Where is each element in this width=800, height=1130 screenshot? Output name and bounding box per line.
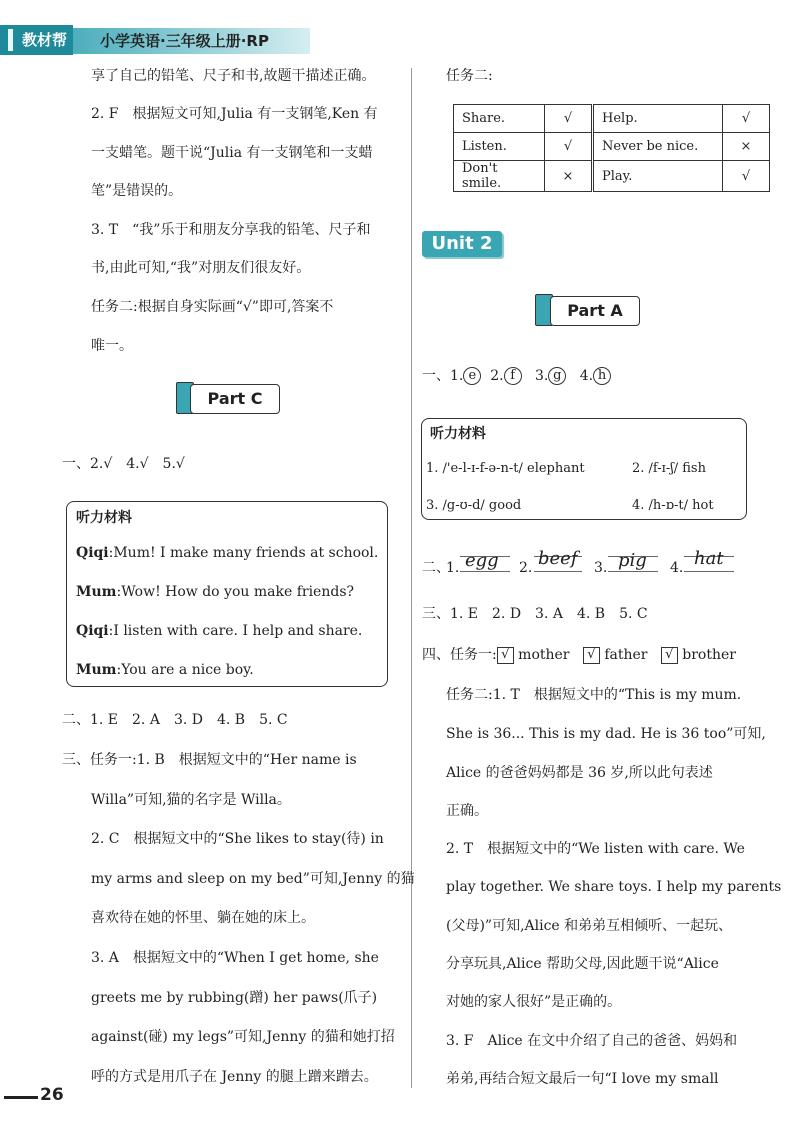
table-cell: Help. [593,105,723,133]
dialogue-text: :Wow! How do you make friends? [116,584,355,600]
speaker: Mum [76,584,117,600]
answer-line: 三、任务一:1. B 根据短文中的“Her name is [62,752,357,768]
handwritten-word: pig [618,550,647,571]
dialogue-line [76,660,254,680]
text-line: 3. F Alice 在文中介绍了自己的爸爸、妈妈和 [446,1033,738,1049]
text-line: 3. T “我”乐于和朋友分享我的铅笔、尺子和 [91,222,371,238]
phonics-line: 2. /f-ɪ-ʃ/ fish [632,461,706,476]
text-line: 任务二:1. T 根据短文中的“This is my mum. [446,687,742,703]
text-line: 任务二:根据自身实际画“√”即可,答案不 [91,299,334,315]
q-num: 4. [579,368,594,384]
speaker: Mum [76,662,117,678]
answer-line: 二、1. E 2. A 3. D 4. B 5. C [62,712,288,728]
brand-label: 教材帮 [0,25,73,55]
handwritten-word: hat [694,548,724,569]
q-num: 4. [670,560,684,576]
text-line: Alice 的爸爸妈妈都是 36 岁,所以此句表述 [446,765,713,781]
text-line: 2. T 根据短文中的“We listen with care. We [446,841,745,857]
dialogue-text: :You are a nice boy. [116,662,254,678]
answer-line [422,366,611,386]
text-line: (父母)”可知,Alice 和弟弟互相倾听、一起玩、 [446,918,733,934]
text-line: play together. We share toys. I help my parents [446,879,782,895]
table-cell: Play. [593,161,723,192]
circled-letter: g [548,367,566,385]
checked-box: √ [497,647,514,664]
table-cell: × [545,161,593,192]
part-a-heading: Part A [550,296,640,326]
table-row [454,161,770,192]
text-line: Willa”可知,猫的名字是 Willa。 [91,792,291,808]
circled-letter: e [463,367,481,385]
q-prefix: 一、 [422,368,450,384]
speaker: Qiqi [76,545,109,561]
text-line: 唯一。 [91,338,133,354]
listening-title: 听力材料 [76,510,132,526]
text-line: against(碰) my legs”可知,Jenny 的猫和她打招 [91,1029,395,1045]
text-line: 3. A 根据短文中的“When I get home, she [91,950,379,966]
dialogue-text: :Mum! I make many friends at school. [108,545,379,561]
dialogue-line [76,621,362,641]
part-c-heading: Part C [190,384,280,414]
text-line: 一支蜡笔。题干说“Julia 有一支钢笔和一支蜡 [91,145,373,161]
text-line: 书,由此可知,“我”对朋友们很友好。 [91,260,311,276]
answer-line [422,645,736,665]
table-cell: Share. [454,105,545,133]
text-line: 正确。 [446,803,488,819]
unit-heading: Unit 2 [422,231,502,257]
phonics-line: 1. /'e-l-ɪ-f-ə-n-t/ elephant [426,461,585,476]
page-number: 26 [40,1085,64,1105]
text-line: 2. F 根据短文可知,Julia 有一支钢笔,Ken 有 [91,106,378,122]
dialogue-line [76,543,378,563]
text-line: 2. C 根据短文中的“She likes to stay(待) in [91,831,384,847]
listening-title: 听力材料 [430,426,486,442]
text-line: 呼的方式是用爪子在 Jenny 的腿上蹭来蹭去。 [91,1069,378,1085]
text-line: 分享玩具,Alice 帮助父母,因此题干说“Alice [446,956,719,972]
text-line: my arms and sleep on my bed”可知,Jenny 的猫 [91,871,415,887]
speaker: Qiqi [76,623,109,639]
dialogue-line [76,582,354,602]
phonics-line: 4. /h-ɒ-t/ hot [632,498,714,513]
q-prefix: 四、任务一: [422,647,497,663]
dialogue-text: :I listen with care. I help and share. [108,623,363,639]
table-cell: √ [723,105,770,133]
q-num: 3. [594,560,608,576]
text-line: 喜欢待在她的怀里、躺在她的床上。 [91,910,315,926]
option-label: father [604,647,648,663]
q-num: 2. [490,368,504,384]
handwritten-word: egg [465,550,499,571]
handwritten-word: beef [538,548,578,569]
text-line: 享了自己的铅笔、尺子和书,故题干描述正确。 [91,68,376,84]
table-row [454,105,770,133]
q-num: 2. [519,560,533,576]
subject-title: 小学英语·三年级上册·RP [100,32,269,50]
table-cell: Listen. [454,133,545,161]
circled-letter: h [593,367,611,385]
table-row [454,133,770,161]
task2-table [453,104,770,192]
column-divider [411,68,412,1088]
q-prefix: 二、 [422,560,450,576]
text-line: 对她的家人很好”是正确的。 [446,994,622,1010]
answer-line: 三、1. E 2. D 3. A 4. B 5. C [422,606,648,622]
page-number-rule [4,1096,38,1099]
option-label: brother [682,647,736,663]
checked-box: √ [583,647,600,664]
table-cell: √ [723,161,770,192]
table-cell: √ [545,133,593,161]
text-line: She is 36... This is my dad. He is 36 too”可知, [446,726,766,742]
phonics-line: 3. /g-ʊ-d/ good [426,498,522,513]
q-num: 3. [534,368,549,384]
text-line: greets me by rubbing(蹭) her paws(爪子) [91,990,378,1006]
text-line: 笔”是错误的。 [91,183,183,199]
q-num: 1. [446,560,460,576]
table-cell: × [723,133,770,161]
option-label: mother [518,647,570,663]
q-num: 1. [450,368,464,384]
circled-letter: f [504,367,522,385]
table-cell: Never be nice. [593,133,723,161]
table-cell: Don't smile. [454,161,545,192]
text-line: 弟弟,再结合短文最后一句“I love my small [446,1071,719,1087]
table-cell: √ [545,105,593,133]
task2-title: 任务二: [446,68,493,84]
answer-line: 一、2.√ 4.√ 5.√ [62,456,185,472]
checked-box: √ [661,647,678,664]
